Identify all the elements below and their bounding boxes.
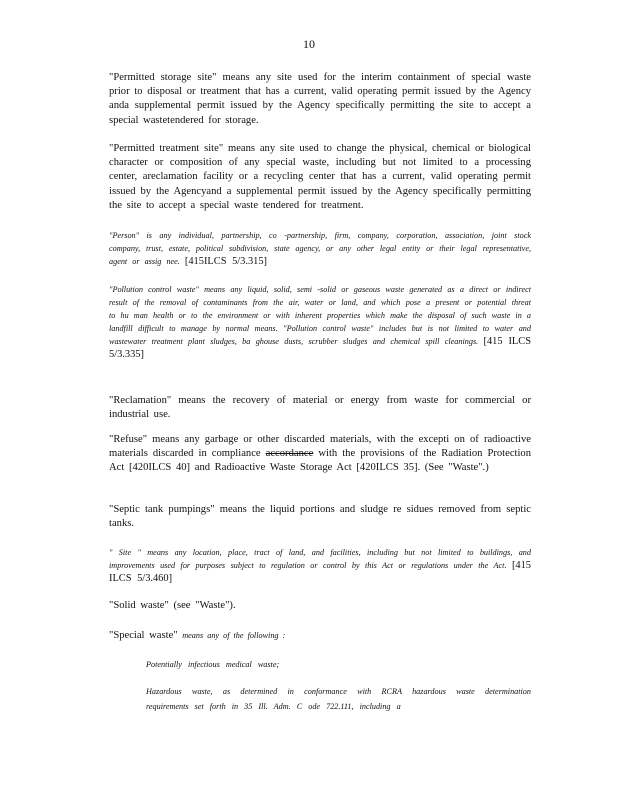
definition-person <box>109 229 531 268</box>
definition-site-citation: [415 ILCS 5/3.460] <box>109 560 531 584</box>
definition-site-text: " Site " means any location, place, tract of land, and facilities, including but not limited to buildings, and improvements used for purposes subject to regulation or control by this Act or regulations under the Act. <box>109 548 531 570</box>
definition-septic-tank-pumpings: "Septic tank pumpings" means the liquid portions and sludge re sidues removed from septic tanks. <box>109 504 531 530</box>
definition-person-citation: [415ILCS 5/3.315] <box>184 256 267 267</box>
definition-permitted-treatment-site: "Permitted treatment site" means any site used to change the physical, chemical or biological character or composition of any special waste, including but not limited to a processing center, areclamation facility or a recycling center that has a current, valid operating permit issued by the Agencyand a supplemental permit issued by the Agency specifically permitting the site to accept a special waste tendered for treatment. <box>109 143 531 211</box>
page-number: 10 <box>303 37 315 51</box>
definition-pollution-control-waste <box>109 283 531 361</box>
definition-permitted-storage-site: "Permitted storage site" means any site used for the interim containment of special waste prior to disposal or treatment that has a current, valid operating permit issued by the Agency anda supplemental permit issued by the Agency specifically permitting the site to accept a special wastetendered for storage. <box>109 72 531 126</box>
definition-person-text: "Person" is any individual, partnership, co -partnership, firm, company, corporation, association, joint stock company, trust, estate, political subdivision, state agency, or any other legal entity or their legal representative, agent or assig nee. <box>109 231 531 266</box>
definition-refuse-struck: accordance <box>265 448 314 460</box>
definition-special-waste-lead: "Special waste" <box>109 630 178 641</box>
definition-refuse <box>109 433 531 476</box>
definition-pollution-control-waste-text: "Pollution control waste" means any liquid, solid, semi -solid or gaseous waste generated as a direct or indirect result of the removal of contaminants from the air, water or land, and which pose a present or potential threat to hu man health or to the environment or with inherent properties which make the disposal of such waste in a landfill difficult to manage by normal means. "Pollution control waste" includes but is not limited to water and wastewater treatment plant sludges, ba ghouse dusts, scrubber sludges and chemical spill cleanings. <box>109 285 531 346</box>
special-waste-item: Hazardous waste, as determined in conformance with RCRA hazardous waste determination requirements set forth in 35 Ill. Adm. C ode 722.111, including a <box>146 687 531 711</box>
definition-special-waste <box>109 629 531 643</box>
definition-reclamation: "Reclamation" means the recovery of material or energy from waste for commercial or industrial use. <box>109 395 531 421</box>
special-waste-item: Potentially infectious medical waste; <box>146 660 280 669</box>
definition-refuse-part2: with the provisions of the Radiation Protection Act [420ILCS 40] and Radioactive Waste Storage Act [420ILCS 35]. (See "Waste".) <box>109 448 531 474</box>
definition-refuse-part1: "Refuse" means any garbage or other discarded materials, with the excepti on of radioactive materials discarded in compliance <box>109 434 531 460</box>
definition-solid-waste: "Solid waste" (see "Waste"). <box>109 600 236 611</box>
definition-site <box>109 546 531 585</box>
definition-special-waste-rest: means any of the following : <box>182 631 286 640</box>
definition-pollution-control-waste-citation: [415 ILCS 5/3.335] <box>109 336 531 360</box>
